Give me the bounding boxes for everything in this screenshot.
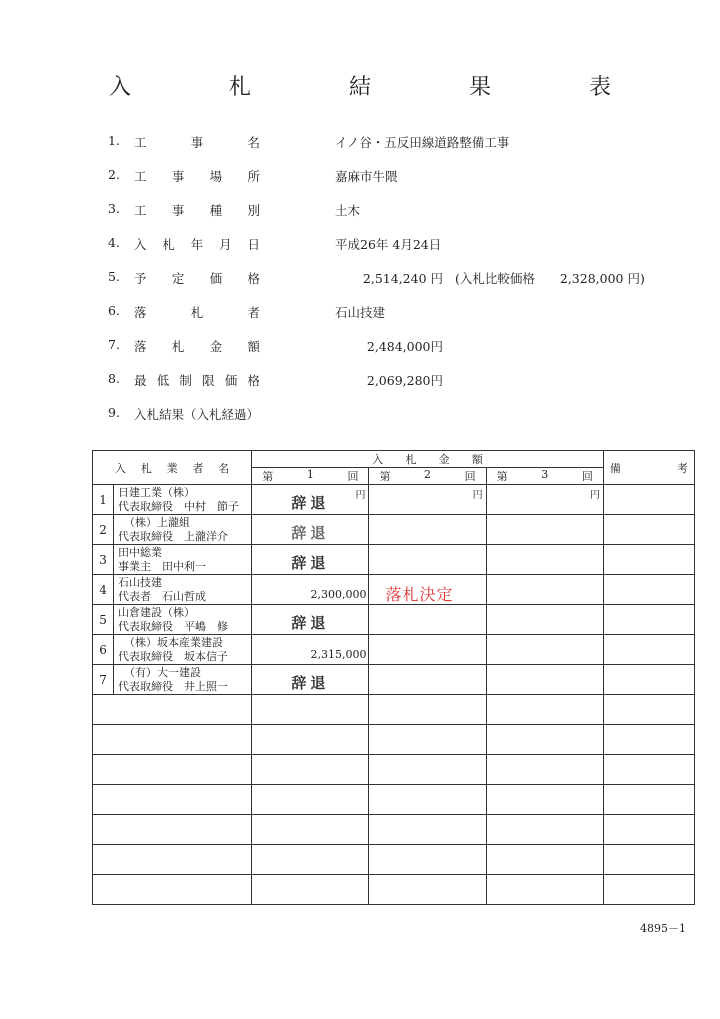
round-2-cell <box>369 545 486 575</box>
table-row <box>93 665 695 695</box>
header-amount: 入 札 金 額 <box>252 451 604 468</box>
empty-cell <box>252 785 369 815</box>
empty-cell <box>252 845 369 875</box>
yen-unit: 円 <box>472 490 483 501</box>
empty-cell <box>369 875 486 905</box>
empty-cell <box>486 725 603 755</box>
table-row <box>93 515 695 545</box>
empty-cell <box>93 695 252 725</box>
empty-row <box>93 725 695 755</box>
round-3-cell <box>486 515 603 545</box>
bid-amount: 2,315,000 <box>310 648 367 661</box>
representative: 代表者 石山哲成 <box>118 589 207 603</box>
empty-row <box>93 875 695 905</box>
round-3-cell <box>486 665 603 695</box>
header-bidder: 入 札 業 者 名 <box>93 451 252 485</box>
representative: 代表取締役 坂本信子 <box>118 649 229 663</box>
round-1-cell <box>252 485 369 515</box>
representative: 代表取締役 井上照一 <box>118 679 229 693</box>
round-3-cell <box>486 605 603 635</box>
round-3-cell <box>486 635 603 665</box>
row-index: 4 <box>93 575 114 605</box>
company-name: （株）上瀧組 <box>124 515 191 529</box>
item-amount: 2,484,000円 <box>366 339 443 354</box>
empty-cell <box>252 755 369 785</box>
item-value: 平成26年 4月24日 <box>335 237 442 252</box>
company-name: 田中総業 <box>118 545 163 559</box>
note-cell <box>603 545 694 575</box>
company-name: 山倉建設（株） <box>118 605 196 619</box>
row-index: 7 <box>93 665 114 695</box>
table-row <box>93 605 695 635</box>
declined-stamp: 辞退 <box>291 494 330 512</box>
header-round-2: 第 2 回 <box>369 468 486 485</box>
company-name: 石山技建 <box>118 575 163 589</box>
empty-cell <box>486 845 603 875</box>
item-amount: 2,069,280円 <box>366 373 443 388</box>
item-note: (入札比較価格 2,328,000 円) <box>455 271 645 286</box>
bid-results-table <box>92 450 695 905</box>
bid-amount: 2,300,000 <box>310 588 367 601</box>
item-2: 2. 工 事 場 所 嘉麻市牛隈 <box>108 167 398 184</box>
bidder-name <box>114 665 252 695</box>
item-1: 1. 工 事 名 イノ谷・五反田線道路整備工事 <box>108 133 510 150</box>
empty-row <box>93 785 695 815</box>
empty-cell <box>603 815 694 845</box>
empty-cell <box>252 875 369 905</box>
round-2-cell <box>369 605 486 635</box>
table-row <box>93 545 695 575</box>
company-name: （有）大一建設 <box>124 665 202 679</box>
header-round-1: 第 1 回 <box>252 468 369 485</box>
round-2-cell <box>369 485 486 515</box>
round-1-cell <box>252 515 369 545</box>
empty-cell <box>252 695 369 725</box>
round-2-cell <box>369 575 486 605</box>
representative: 事業主 田中利一 <box>118 559 207 573</box>
bidder-name <box>114 575 252 605</box>
item-label: 入札結果（入札経過） <box>134 407 260 422</box>
award-stamp: 落札決定 <box>385 585 454 604</box>
empty-cell <box>93 755 252 785</box>
item-value: イノ谷・五反田線道路整備工事 <box>335 135 510 150</box>
row-index: 5 <box>93 605 114 635</box>
item-label: 最 低 制 限 価 格 <box>134 373 260 388</box>
company-name: 日建工業（株） <box>118 485 196 499</box>
round-1-cell <box>252 665 369 695</box>
empty-cell <box>486 755 603 785</box>
bidder-name <box>114 515 252 545</box>
item-6: 6. 落 札 者 石山技建 <box>108 303 386 320</box>
round-2-cell <box>369 665 486 695</box>
declined-stamp: 辞退 <box>291 674 330 692</box>
empty-cell <box>486 815 603 845</box>
representative: 代表取締役 平嶋 修 <box>118 619 229 633</box>
page-title: 入 札 結 果 表 <box>108 75 649 100</box>
item-label: 落 札 者 <box>134 305 260 320</box>
bidder-name <box>114 635 252 665</box>
empty-row <box>93 845 695 875</box>
item-5: 5. 予 定 価 格 2,514,240 円 (入札比較価格 2,328,000 円) <box>108 269 645 286</box>
empty-cell <box>252 815 369 845</box>
note-cell <box>603 605 694 635</box>
declined-stamp: 辞退 <box>291 554 330 572</box>
item-label: 落 札 金 額 <box>134 339 260 354</box>
empty-cell <box>93 725 252 755</box>
bidder-name <box>114 545 252 575</box>
item-label: 工 事 種 別 <box>134 203 260 218</box>
note-cell <box>603 665 694 695</box>
bidder-name <box>114 485 252 515</box>
declined-stamp: 辞退 <box>291 524 330 542</box>
round-3-cell <box>486 575 603 605</box>
empty-cell <box>603 725 694 755</box>
representative: 代表取締役 上瀧洋介 <box>118 529 229 543</box>
note-cell <box>603 515 694 545</box>
empty-row <box>93 815 695 845</box>
round-3-cell <box>486 485 603 515</box>
empty-row <box>93 755 695 785</box>
empty-cell <box>93 845 252 875</box>
declined-stamp: 辞退 <box>291 614 330 632</box>
empty-cell <box>369 785 486 815</box>
note-cell <box>603 485 694 515</box>
empty-row <box>93 695 695 725</box>
item-amount: 2,514,240 円 <box>362 271 443 286</box>
empty-cell <box>93 875 252 905</box>
row-index: 3 <box>93 545 114 575</box>
representative: 代表取締役 中村 節子 <box>118 499 240 513</box>
empty-cell <box>252 725 369 755</box>
round-2-cell <box>369 635 486 665</box>
round-2-cell <box>369 515 486 545</box>
header-round-3: 第 3 回 <box>486 468 603 485</box>
item-label: 工 事 場 所 <box>134 169 260 184</box>
row-index: 6 <box>93 635 114 665</box>
empty-cell <box>603 875 694 905</box>
round-1-cell <box>252 575 369 605</box>
bidder-name <box>114 605 252 635</box>
item-9: 9. 入札結果（入札経過） <box>108 405 260 422</box>
empty-cell <box>93 815 252 845</box>
page-number: 4895－1 <box>640 922 686 935</box>
item-value: 石山技建 <box>335 305 386 320</box>
row-index: 2 <box>93 515 114 545</box>
empty-cell <box>369 695 486 725</box>
item-value: 土木 <box>335 203 361 218</box>
empty-cell <box>369 725 486 755</box>
note-cell <box>603 575 694 605</box>
table-row <box>93 575 695 605</box>
item-3: 3. 工 事 種 別 土木 <box>108 201 361 218</box>
round-1-cell <box>252 605 369 635</box>
table-row <box>93 635 695 665</box>
table-row <box>93 485 695 515</box>
empty-cell <box>603 695 694 725</box>
row-index: 1 <box>93 485 114 515</box>
item-value: 嘉麻市牛隈 <box>335 169 398 184</box>
empty-cell <box>369 845 486 875</box>
item-label: 工 事 名 <box>134 135 260 150</box>
empty-cell <box>369 755 486 785</box>
item-label: 入 札 年 月 日 <box>134 237 260 252</box>
note-cell <box>603 635 694 665</box>
empty-cell <box>369 815 486 845</box>
item-7: 7. 落 札 金 額 2,484,000円 <box>108 337 443 354</box>
empty-cell <box>486 785 603 815</box>
item-label: 予 定 価 格 <box>134 271 260 286</box>
empty-cell <box>603 785 694 815</box>
round-1-cell <box>252 635 369 665</box>
round-3-cell <box>486 545 603 575</box>
yen-unit: 円 <box>355 490 366 501</box>
round-1-cell <box>252 545 369 575</box>
item-8: 8. 最 低 制 限 価 格 2,069,280円 <box>108 371 443 388</box>
yen-unit: 円 <box>589 490 600 501</box>
company-name: （株）坂本産業建設 <box>124 635 224 649</box>
item-4: 4. 入 札 年 月 日 平成26年 4月24日 <box>108 235 442 252</box>
header-note: 備 考 <box>603 451 694 485</box>
empty-cell <box>486 695 603 725</box>
empty-cell <box>486 875 603 905</box>
empty-cell <box>603 755 694 785</box>
empty-cell <box>603 845 694 875</box>
empty-cell <box>93 785 252 815</box>
